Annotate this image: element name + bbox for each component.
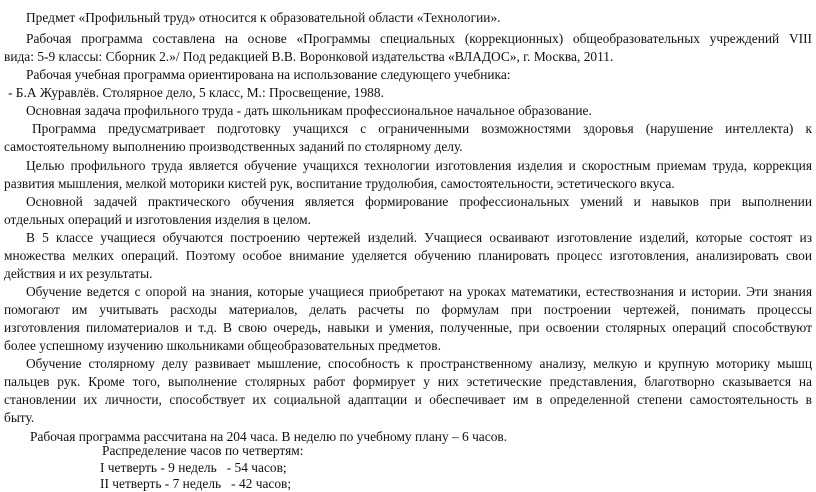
text-line: Основная задача профильного труда - дать школьникам профессиональное начальное образование. bbox=[26, 103, 592, 118]
text-line: - Б.А Журавлёв. Столярное дело, 5 класс, М.: Просвещение, 1988. bbox=[8, 85, 384, 100]
text-line: Программа предусматривает подготовку учащихся с ограниченными возможностями здоровья (нарушение интеллекта) к bbox=[32, 121, 812, 136]
text-line: Предмет «Профильный труд» относится к образовательной области «Технологии». bbox=[26, 10, 501, 25]
text-line: вида: 5-9 классы: Сборник 2.»/ Под редакцией В.В. Воронковой издательства «ВЛАДОС», г. Москва, 2011. bbox=[4, 49, 614, 64]
text-line: пальцев рук. Кроме того, выполнение столярных работ формирует у них эстетические представления, благотворно сказывается на bbox=[4, 374, 812, 389]
text-line: Рабочая программа рассчитана на 204 часа. В неделю по учебному плану – 6 часов. bbox=[30, 429, 508, 444]
text-line: быту. bbox=[4, 410, 35, 425]
text-line: В 5 классе учащиеся обучаются построению чертежей изделий. Учащиеся осваивают изготовление изделий, которые состоят из bbox=[26, 230, 812, 245]
text-line: самостоятельному выполнению производственных заданий по столярному делу. bbox=[4, 139, 463, 154]
text-line: множества мелких операций. Поэтому особое внимание уделяется обучению планировать процесс изготовления, анализировать свои bbox=[4, 248, 812, 263]
text-line: Целью профильного труда является обучение учащихся технологии изготовления изделия и скоростным приемам труда, коррекция bbox=[26, 158, 812, 173]
text-line: Обучение ведется с опорой на знания, которые учащиеся приобретают на уроках математики, естествознания и истории. Эти знания bbox=[26, 284, 812, 299]
distribution-q2: II четверть - 7 недель - 42 часов; bbox=[100, 476, 292, 491]
distribution-q1: I четверть - 9 недель - 54 часов; bbox=[100, 460, 287, 475]
text-line: развития мышления, мелкой моторики кистей рук, воспитание трудолюбия, самостоятельности, эстетического вкуса. bbox=[4, 176, 675, 191]
text-line: Обучение столярному делу развивает мышление, способность к пространственному анализу, мелкую и крупную моторику мышц bbox=[26, 356, 812, 371]
distribution-heading: Распределение часов по четвертям: bbox=[102, 443, 304, 458]
text-line: помогают им учитывать расходы материалов, делать расчеты по формулам при построении чертежей, понимать процессы bbox=[4, 302, 812, 317]
text-line: более успешному изучению школьниками общеобразовательных предметов. bbox=[4, 338, 441, 353]
text-line: Основной задачей практического обучения является формирование профессиональных умений и навыков при выполнении bbox=[26, 194, 812, 209]
text-line: Рабочая программа составлена на основе «Программы специальных (коррекционных) общеобразовательных учреждений VIII bbox=[26, 31, 812, 46]
text-line: действия и их результаты. bbox=[4, 266, 153, 281]
text-line: изготовления пиломатериалов и т.д. В свою очередь, навыки и умения, полученные, при освоении столярных операций способствуют bbox=[4, 320, 812, 335]
text-line: становлении их личности, способствует их социальной адаптации и обеспечивает им в определенной степени самостоятельность в bbox=[4, 392, 812, 407]
text-line: отдельных операций и изготовления изделия в целом. bbox=[4, 212, 311, 227]
text-line: Рабочая учебная программа ориентирована на использование следующего учебника: bbox=[26, 67, 511, 82]
